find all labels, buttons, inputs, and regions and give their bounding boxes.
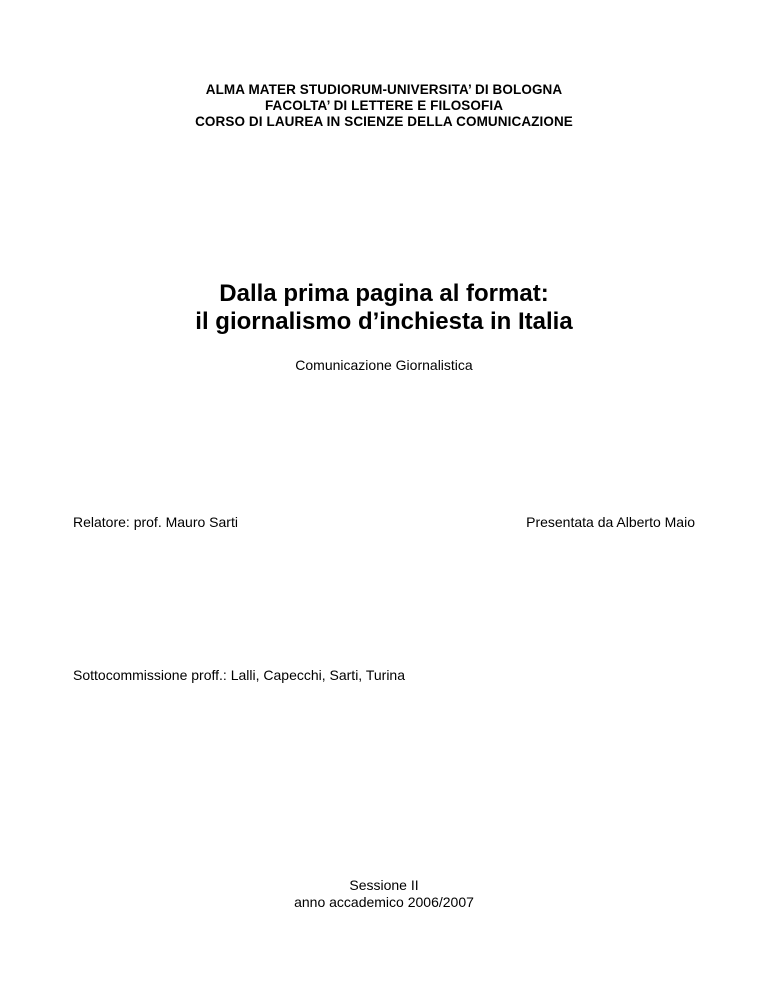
committee-line: Sottocommissione proff.: Lalli, Capecchi, Sarti, Turina	[73, 667, 406, 683]
faculty-name: FACOLTA’ DI LETTERE E FILOSOFIA	[264, 98, 504, 113]
academic-year: anno accademico 2006/2007	[294, 894, 474, 910]
session-block	[0, 877, 768, 911]
thesis-subject: Comunicazione Giornalistica	[295, 357, 473, 373]
institution-header	[0, 82, 768, 130]
session-name: Sessione II	[349, 877, 419, 893]
thesis-title	[0, 280, 768, 336]
supervisor-line: Relatore: prof. Mauro Sarti	[73, 514, 238, 530]
thesis-title-line-1: Dalla prima pagina al format:	[219, 280, 549, 307]
presenter-line: Presentata da Alberto Maio	[526, 514, 695, 530]
course-name: CORSO DI LAUREA IN SCIENZE DELLA COMUNICAZIONE	[195, 114, 573, 129]
thesis-title-line-2: il giornalismo d’inchiesta in Italia	[195, 308, 573, 335]
university-name: ALMA MATER STUDIORUM-UNIVERSITA’ DI BOLOGNA	[205, 82, 563, 97]
